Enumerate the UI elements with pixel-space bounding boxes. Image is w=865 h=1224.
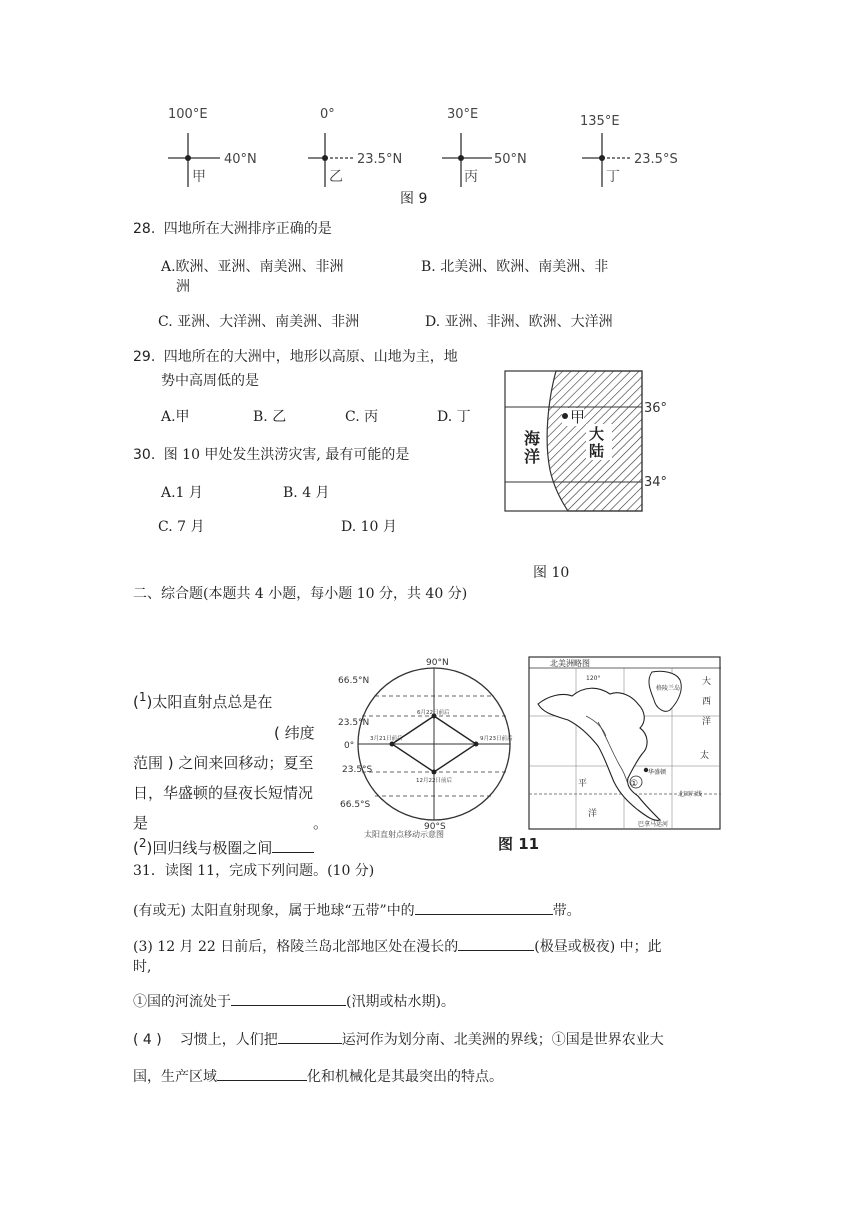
- lat-label-2: 23.5°N: [357, 152, 403, 167]
- sun-direct-point-diagram: [338, 654, 524, 840]
- part-1-line-3: 范围 ) 之间来回移动；夏至: [133, 754, 314, 772]
- pacific-yang: 洋: [588, 809, 598, 819]
- point-jia-marker: [562, 413, 568, 419]
- part-2-text: 回归线与极圈之间: [152, 839, 273, 857]
- washington-label: 华盛顿: [648, 769, 667, 776]
- lat-665s: 66.5°S: [340, 800, 371, 810]
- node-december: 12月22日前后: [416, 778, 452, 784]
- lat-label-1: 40°N: [224, 152, 257, 167]
- part-2-continued: (有或无) 太阳直射现象，属于地球“五带”中的: [133, 903, 415, 919]
- part-number: 1: [138, 690, 147, 704]
- figure-11-caption: 图 11: [498, 835, 540, 853]
- atlantic-yang: 洋: [702, 717, 712, 727]
- north-america-map: [528, 656, 722, 830]
- greenland-label: 格陵兰岛: [656, 685, 681, 692]
- option-c[interactable]: C. 丙: [345, 409, 379, 425]
- question-stem: 图 10 甲处发生洪涝灾害, 最有可能的是: [163, 447, 410, 463]
- point-name-1: 甲: [192, 169, 206, 185]
- question-number: 29.: [133, 349, 156, 365]
- lon-label-1: 100°E: [168, 107, 208, 122]
- node-march: 3月21日前后: [370, 736, 403, 742]
- pacific-ping: 平: [578, 779, 588, 789]
- section-2-title: 二、综合题(本题共 4 小题，每小题 10 分，共 40 分): [133, 586, 468, 602]
- lon-label-4: 135°E: [580, 114, 620, 129]
- option-d[interactable]: D. 10 月: [341, 519, 397, 535]
- node-september: 9月23日前后: [480, 736, 513, 742]
- question-number: 30.: [133, 447, 156, 463]
- part-number: 2: [138, 836, 147, 850]
- node-june: 6月22日前后: [417, 710, 450, 716]
- lat-665n: 66.5°N: [338, 676, 370, 686]
- lat-90n: 90°N: [426, 658, 449, 668]
- option-b[interactable]: B. 北美洲、欧洲、南美洲、非: [421, 259, 609, 275]
- pacific-tai: 太: [700, 751, 710, 761]
- question-stem-line-1: 四地所在的大洲中，地形以高原、山地为主，地: [163, 349, 458, 365]
- country-marker: ①: [630, 779, 639, 789]
- part-1-line-5: 是: [133, 814, 149, 832]
- option-a[interactable]: A.欧洲、亚洲、南美洲、非洲: [161, 259, 344, 275]
- option-d[interactable]: D. 亚洲、非洲、欧洲、大洋洲: [425, 314, 613, 330]
- part-4-text-a: 习惯上，人们把: [179, 1032, 278, 1048]
- part-4-text-b: 运河作为划分南、北美洲的界线；①国是世界农业大: [341, 1032, 664, 1048]
- part-1-line-1: 太阳直射点总是在: [152, 693, 273, 711]
- lat-90s: 90°S: [424, 822, 446, 832]
- part-2-end: 带。: [552, 903, 581, 919]
- figure-10-caption: 图 10: [533, 565, 570, 581]
- lon-label-2: 0°: [320, 107, 335, 122]
- diagram-caption: 太阳直射点移动示意图: [364, 830, 444, 839]
- lon-120: 120°: [586, 675, 601, 682]
- answer-blank[interactable]: [272, 838, 314, 853]
- part-3-text-b: (极昼或极夜) 中；此: [534, 939, 662, 955]
- option-b[interactable]: B. 4 月: [283, 485, 330, 501]
- point-jia: [168, 107, 257, 187]
- part-1-line-4: 日，华盛顿的昼夜长短情况: [133, 784, 314, 802]
- point-ding: [580, 114, 678, 187]
- part-1-end: 。: [313, 814, 329, 832]
- figure-10-graphic: [504, 370, 679, 518]
- option-b[interactable]: B. 乙: [253, 409, 287, 425]
- ocean-label-1: 海: [524, 429, 541, 448]
- figure-9-graphic: [150, 95, 710, 195]
- point-name-2: 乙: [329, 169, 343, 185]
- figure-9-caption: 图 9: [400, 191, 428, 207]
- canal-label: 巴拿马运河: [638, 821, 669, 828]
- answer-blank[interactable]: [217, 1066, 307, 1081]
- part-4-text-c: 国，生产区域: [133, 1069, 217, 1085]
- part-1-line-2: ( 纬度: [274, 724, 315, 742]
- question-stem-line-2: 势中高周低的是: [161, 373, 259, 389]
- question-31-intro: 31．读图 11，完成下列问题。(10 分): [133, 863, 375, 879]
- land-label-2: 陆: [589, 442, 605, 460]
- part-4-text-d: 化和机械化是其最突出的特点。: [307, 1069, 503, 1085]
- lat-label-4: 23.5°S: [634, 152, 678, 167]
- part-3-text-e: (汛期或枯水期)。: [346, 994, 455, 1010]
- point-jia-label: 甲: [570, 408, 586, 426]
- lat-235s: 23.5°S: [342, 765, 373, 775]
- lat-235n: 23.5°N: [338, 718, 370, 728]
- part-3-text-c: 时,: [133, 959, 152, 975]
- daxi-1: 大: [702, 677, 712, 687]
- option-c[interactable]: C. 亚洲、大洋洲、南美洲、非洲: [158, 314, 360, 330]
- map-title: 北美洲略图: [550, 659, 590, 668]
- option-b-wrap: 洲: [176, 279, 190, 295]
- part-3-text-a: (3) 12 月 22 日前后，格陵兰岛北部地区处在漫长的: [133, 939, 459, 955]
- lat-label-3: 50°N: [494, 152, 527, 167]
- answer-blank[interactable]: [415, 900, 553, 915]
- answer-blank[interactable]: [231, 991, 346, 1006]
- lat-0: 0°: [344, 741, 355, 751]
- point-yi: [308, 107, 402, 187]
- question-number: 28.: [133, 221, 156, 237]
- tropic-label: 北回归线: [678, 791, 703, 798]
- part-4-number: ( 4 ): [133, 1032, 162, 1048]
- point-bing: [442, 107, 527, 187]
- option-a[interactable]: A.1 月: [161, 485, 203, 501]
- option-a[interactable]: A.甲: [161, 409, 190, 425]
- answer-blank[interactable]: [458, 936, 534, 951]
- point-name-4: 丁: [606, 169, 620, 185]
- ocean-label-2: 洋: [524, 447, 541, 466]
- daxi-2: 西: [702, 697, 712, 707]
- land-label-1: 大: [589, 425, 605, 443]
- lat-36-label: 36°: [644, 401, 668, 416]
- question-stem: 四地所在大洲排序正确的是: [163, 221, 332, 237]
- lat-34-label: 34°: [644, 475, 668, 490]
- answer-blank[interactable]: [278, 1029, 342, 1044]
- point-name-3: 丙: [464, 169, 478, 185]
- part-3-text-d: ①国的河流处于: [133, 994, 231, 1010]
- option-c[interactable]: C. 7 月: [158, 519, 205, 535]
- lon-label-3: 30°E: [447, 107, 479, 122]
- option-d[interactable]: D. 丁: [437, 409, 471, 425]
